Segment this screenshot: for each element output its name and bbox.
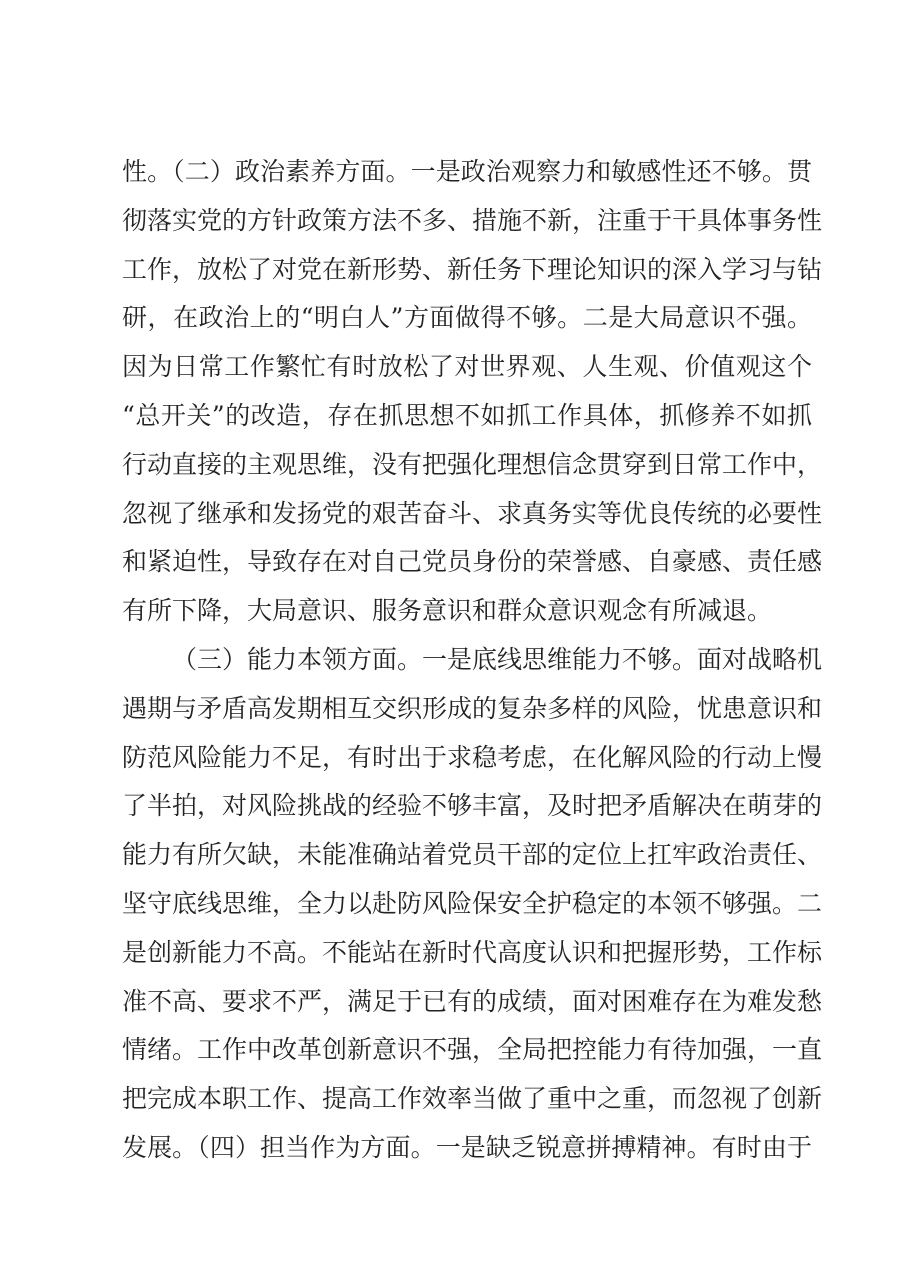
text-line: 遇期与矛盾高发期相互交织形成的复杂多样的风险，忧患意识和 <box>122 693 823 723</box>
text-line: （三）能力本领方面。一是底线思维能力不够。面对战略机 <box>172 644 823 674</box>
text-line: 把完成本职工作、提高工作效率当做了重中之重，而忽视了创新 <box>122 1084 823 1114</box>
text-line: 防范风险能力不足，有时出于求稳考虑，在化解风险的行动上慢 <box>122 742 823 772</box>
text-line: 行动直接的主观思维，没有把强化理想信念贯穿到日常工作中， <box>122 449 823 479</box>
body-text <box>122 148 823 1173</box>
text-line: 了半拍，对风险挑战的经验不够丰富，及时把矛盾解决在萌芽的 <box>122 791 823 821</box>
text-line: 发展。（四）担当作为方面。一是缺乏锐意拼搏精神。有时由于 <box>122 1132 812 1162</box>
text-line: 研，在政治上的“明白人”方面做得不够。二是大局意识不强。 <box>122 303 812 333</box>
text-line: 彻落实党的方针政策方法不多、措施不新，注重于干具体事务性 <box>122 205 823 235</box>
text-line: 准不高、要求不严，满足于已有的成绩，面对困难存在为难发愁 <box>122 986 823 1016</box>
text-line: 性。（二）政治素养方面。一是政治观察力和敏感性还不够。贯 <box>122 157 812 186</box>
text-line: “总开关”的改造，存在抓思想不如抓工作具体，抓修养不如抓 <box>122 400 812 430</box>
text-line: 忽视了继承和发扬党的艰苦奋斗、求真务实等优良传统的必要性 <box>122 498 823 528</box>
text-line: 情绪。工作中改革创新意识不强，全局把控能力有待加强，一直 <box>122 1035 823 1065</box>
text-line: 能力有所欠缺，未能准确站着党员干部的定位上扛牢政治责任、 <box>122 840 823 870</box>
text-line: 因为日常工作繁忙有时放松了对世界观、人生观、价值观这个 <box>122 352 812 382</box>
text-line: 和紧迫性，导致存在对自己党员身份的荣誉感、自豪感、责任感 <box>122 547 823 577</box>
text-line: 是创新能力不高。不能站在新时代高度认识和把握形势，工作标 <box>122 937 823 967</box>
text-line: 坚守底线思维，全力以赴防风险保安全护稳定的本领不够强。二 <box>122 888 823 918</box>
text-line: 有所下降，大局意识、服务意识和群众意识观念有所减退。 <box>122 596 773 626</box>
text-line: 工作，放松了对党在新形势、新任务下理论知识的深入学习与钻 <box>122 254 823 284</box>
